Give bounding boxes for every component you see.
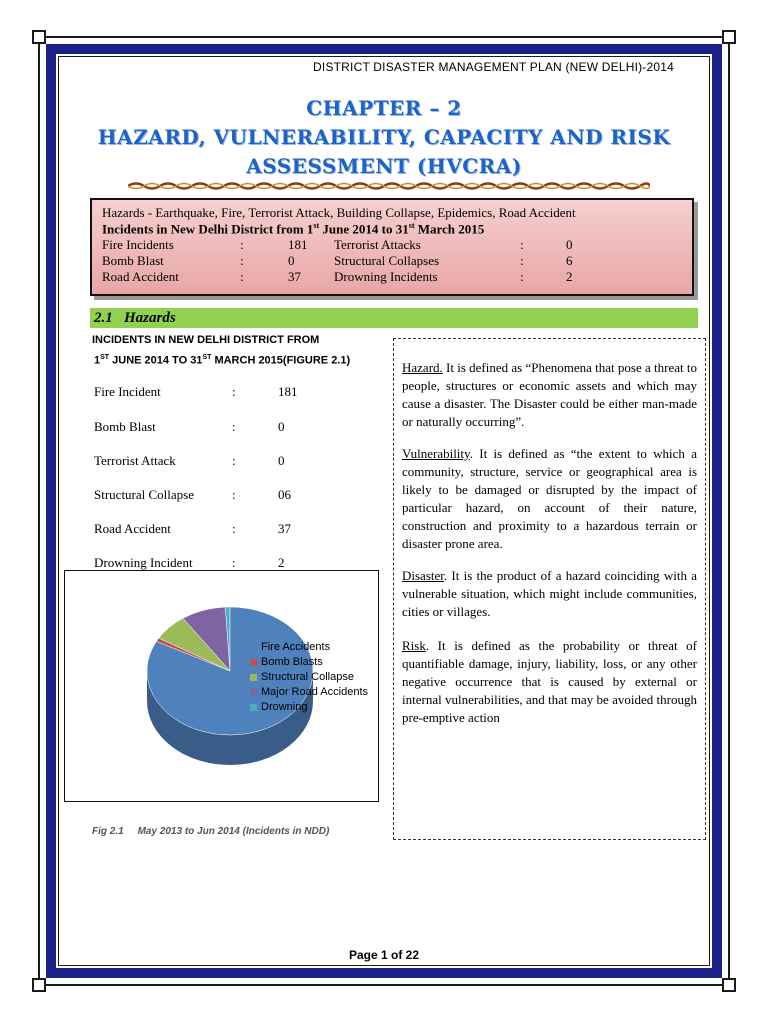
incident-summary-box <box>90 198 694 296</box>
chart-legend <box>250 640 368 715</box>
legend-item <box>250 700 368 715</box>
section-heading: 2.1 Hazards <box>90 308 698 328</box>
border-corner <box>722 978 736 992</box>
incidents-period: Incidents in New Delhi District from 1st June 2014 to 31st March 2015 <box>102 221 485 237</box>
page-number: Page 1 of 22 <box>348 948 420 962</box>
legend-swatch <box>250 644 257 651</box>
incidents-list-title: INCIDENTS IN NEW DELHI DISTRICT FROM 1ST JUNE 2014 TO 31ST MARCH 2015(FIGURE 2.1) <box>92 334 351 367</box>
legend-item <box>250 670 368 685</box>
chapter-title-line-1: HAZARD, VULNERABILITY, CAPACITY AND RISK <box>97 125 671 149</box>
border-corner <box>32 978 46 992</box>
summary-row: Bomb Blast : 0 Structural Collapses : 6 <box>102 253 573 269</box>
border-corner <box>32 30 46 44</box>
definitions-box <box>393 338 706 840</box>
legend-label: Structural Collapse <box>261 671 354 683</box>
legend-label: Fire Accidents <box>261 641 331 653</box>
legend-label: Major Road Accidents <box>261 686 368 698</box>
legend-item <box>250 655 368 670</box>
running-header: DISTRICT DISASTER MANAGEMENT PLAN (NEW DELHI)-2014 <box>313 60 674 74</box>
definition-vulnerability: Vulnerability. It is defined as “the extent to which a community, structure, service or geographical area is likely to be damaged or disrupted by the impact of particular hazard, on account of their nature, construction and proximity to a hazardous terrain or disaster prone area. <box>402 446 697 551</box>
legend-label: Drowning <box>261 701 308 713</box>
summary-row: Road Accident : 37 Drowning Incidents : 2 <box>102 269 573 285</box>
legend-swatch <box>250 689 257 696</box>
legend-label: Bomb Blasts <box>261 656 323 668</box>
figure-caption: Fig 2.1 May 2013 to Jun 2014 (Incidents in NDD) <box>92 826 330 837</box>
definition-risk: Risk. It is defined as the probability or threat of quantifiable damage, injury, liability, loss, or any other negative occurrence that is caused by external or internal vulnerabilities, and that may be avoided through pre-emptive action <box>402 638 697 725</box>
legend-item <box>250 640 368 655</box>
decorative-garland <box>128 180 650 192</box>
legend-item <box>250 685 368 700</box>
border-corner <box>722 30 736 44</box>
hazards-list: Hazards - Earthquake, Fire, Terrorist Attack, Building Collapse, Epidemics, Road Accident <box>102 205 576 220</box>
definition-hazard: Hazard. It is defined as “Phenomena that pose a threat to people, structures or economic assets and which may cause a disaster. The Disaster could be either man-made or naturally occurring”. <box>402 360 697 429</box>
chapter-title-line-2: ASSESSMENT (HVCRA) <box>246 154 522 178</box>
legend-swatch <box>250 674 257 681</box>
summary-row: Fire Incidents : 181 Terrorist Attacks : 0 <box>102 237 573 253</box>
legend-swatch <box>250 659 257 666</box>
definition-disaster: Disaster. It is the product of a hazard coinciding with a vulnerable situation, which might include communities, cities or villages. <box>402 568 697 619</box>
legend-swatch <box>250 704 257 711</box>
chapter-number: CHAPTER – 2 <box>306 96 462 120</box>
